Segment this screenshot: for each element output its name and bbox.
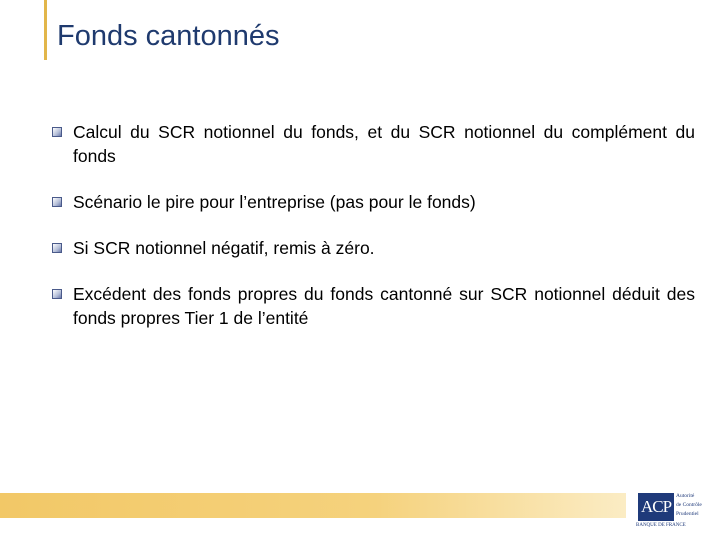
square-bullet-icon <box>52 127 62 137</box>
bullet-text: Calcul du SCR notionnel du fonds, et du SCR notionnel du complément du fonds <box>73 122 695 166</box>
square-bullet-icon <box>52 289 62 299</box>
bullet-item <box>50 236 695 260</box>
bullet-item <box>50 282 695 330</box>
bullet-text: Scénario le pire pour l’entreprise (pas pour le fonds) <box>73 192 476 212</box>
bullet-list <box>50 120 695 330</box>
bullet-text: Excédent des fonds propres du fonds cantonné sur SCR notionnel déduit des fonds propres Tier 1 de l’entité <box>73 284 695 328</box>
square-bullet-icon <box>52 243 62 253</box>
logo-name-line: Autorité <box>676 493 695 499</box>
acp-logo <box>636 491 712 531</box>
slide-title: Fonds cantonnés <box>57 20 280 52</box>
bullet-item <box>50 190 695 214</box>
logo-name-line: de Contrôle <box>676 502 702 508</box>
logo-caption: BANQUE DE FRANCE <box>636 523 686 528</box>
bullet-item <box>50 120 695 168</box>
logo-acronym: ACP <box>638 493 674 521</box>
logo-name-line: Prudentiel <box>676 511 699 517</box>
title-accent-bar <box>44 0 47 60</box>
footer-band <box>0 493 626 518</box>
square-bullet-icon <box>52 197 62 207</box>
logo-name <box>676 492 702 519</box>
bullet-text: Si SCR notionnel négatif, remis à zéro. <box>73 238 375 258</box>
